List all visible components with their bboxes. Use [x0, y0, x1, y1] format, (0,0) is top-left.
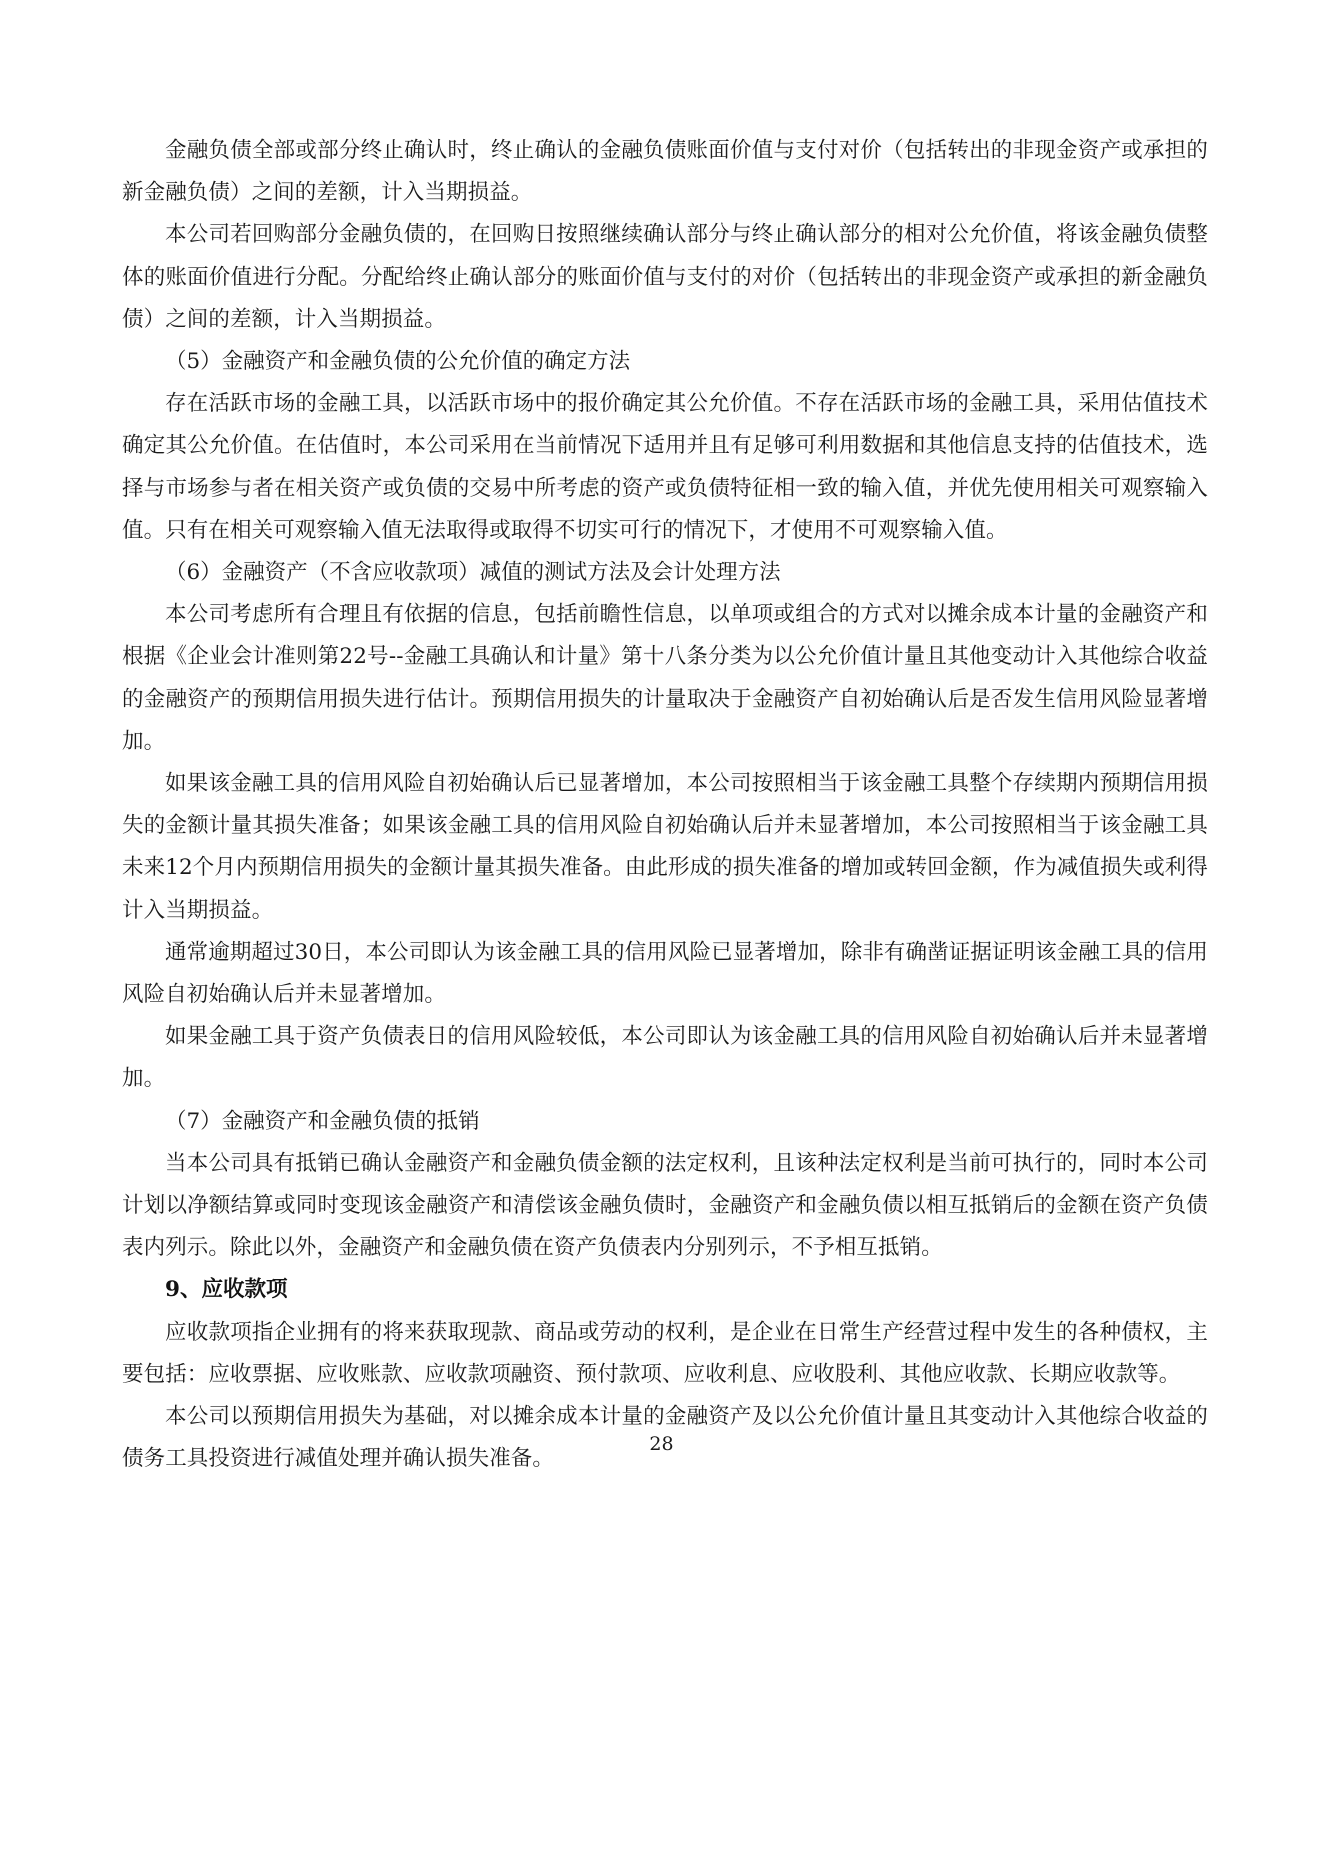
para-offsetting-conditions: 当本公司具有抵销已确认金融资产和金融负债金额的法定权利，且该种法定权利是当前可执行的，同时本公司计划以净额结算或同时变现该金融资产和清偿该金融负债时，金融资产和金融负债以相互抵销后的金额在资产负债表内列示。除此以外，金融资产和金融负债在资产负债表内分别列示，不予相互抵销。	[122, 1150, 1208, 1261]
para-credit-risk-increase-measurement: 如果该金融工具的信用风险自初始确认后已显著增加，本公司按照相当于该金融工具整个存续期内预期信用损失的金额计量其损失准备；如果该金融工具的信用风险自初始确认后并未显著增加，本公司按照相当于该金融工具未来12个月内预期信用损失的金额计量其损失准备。由此形成的损失准备的增加或转回金额，作为减值损失或利得计入当期损益。	[122, 771, 1208, 923]
para-derecognition-difference: 金融负债全部或部分终止确认时，终止确认的金融负债账面价值与支付对价（包括转出的非现金资产或承担的新金融负债）之间的差额，计入当期损益。	[122, 138, 1208, 206]
para-receivables-definition: 应收款项指企业拥有的将来获取现款、商品或劳动的权利，是企业在日常生产经营过程中发生的各种债权，主要包括：应收票据、应收账款、应收款项融资、预付款项、应收利息、应收股利、其他应收款、长期应收款等。	[122, 1319, 1208, 1387]
subheading-6-impairment-method: （6）金融资产（不含应收款项）减值的测试方法及会计处理方法	[165, 560, 781, 586]
para-overdue-30-days: 通常逾期超过30日，本公司即认为该金融工具的信用风险已显著增加，除非有确凿证据证明该金融工具的信用风险自初始确认后并未显著增加。	[122, 939, 1208, 1008]
page-number: 28	[649, 1433, 674, 1455]
para-fair-value-determination: 存在活跃市场的金融工具，以活跃市场中的报价确定其公允价值。不存在活跃市场的金融工具，采用估值技术确定其公允价值。在估值时，本公司采用在当前情况下适用并且有足够可利用数据和其他信息支持的估值技术，选择与市场参与者在相关资产或负债的交易中所考虑的资产或负债特征相一致的输入值，并优先使用相关可观察输入值。只有在相关可观察输入值无法取得或取得不切实可行的情况下，才使用不可观察输入值。	[122, 391, 1208, 543]
subheading-7-offsetting: （7）金融资产和金融负债的抵销	[165, 1108, 480, 1134]
page-body-text	[122, 130, 1208, 1481]
section-heading-9-receivables: 9、应收款项	[165, 1277, 288, 1303]
para-low-credit-risk: 如果金融工具于资产负债表日的信用风险较低，本公司即认为该金融工具的信用风险自初始确认后并未显著增加。	[122, 1024, 1208, 1092]
para-expected-credit-loss-estimation: 本公司考虑所有合理且有依据的信息，包括前瞻性信息，以单项或组合的方式对以摊余成本计量的金融资产和根据《企业会计准则第22号--金融工具确认和计量》第十八条分类为以公允价值计量且其他变动计入其他综合收益的金融资产的预期信用损失进行估计。预期信用损失的计量取决于金融资产自初始确认后是否发生信用风险显著增加。	[122, 602, 1208, 754]
para-receivables-impairment: 本公司以预期信用损失为基础，对以摊余成本计量的金融资产及以公允价值计量且其变动计入其他综合收益的债务工具投资进行减值处理并确认损失准备。	[122, 1404, 1208, 1472]
para-repurchase-allocation: 本公司若回购部分金融负债的，在回购日按照继续确认部分与终止确认部分的相对公允价值，将该金融负债整体的账面价值进行分配。分配给终止确认部分的账面价值与支付的对价（包括转出的非现金资产或承担的新金融负债）之间的差额，计入当期损益。	[122, 222, 1208, 332]
subheading-5-fair-value-method: （5）金融资产和金融负债的公允价值的确定方法	[165, 349, 631, 375]
